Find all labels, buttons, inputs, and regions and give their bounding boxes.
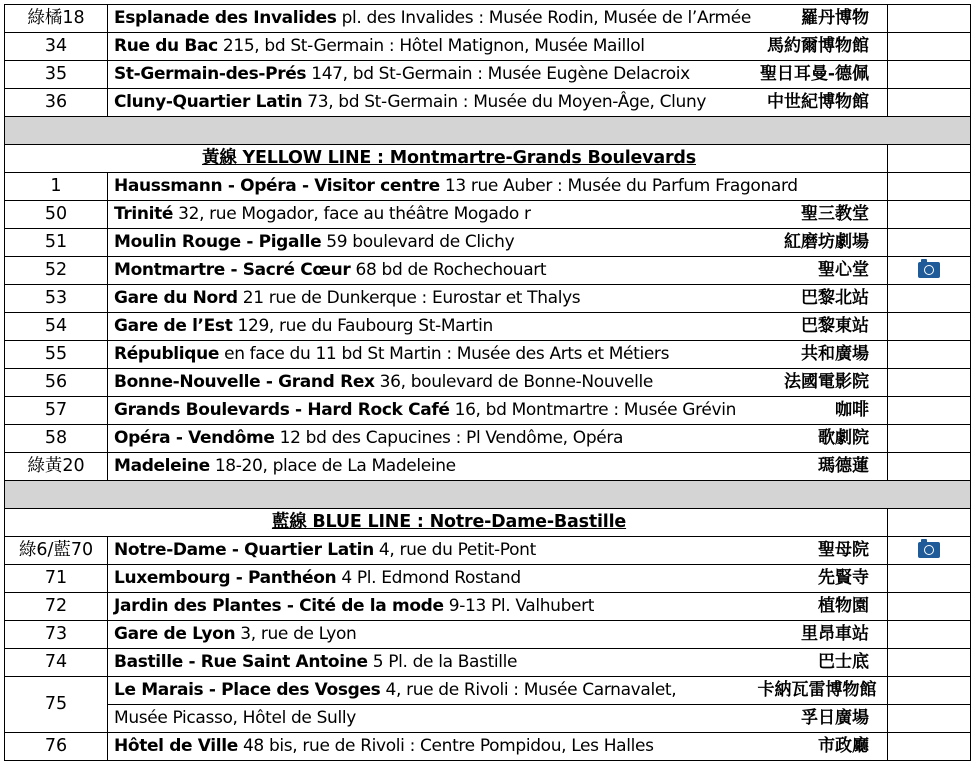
- stop-number: 51: [5, 229, 108, 257]
- stop-chinese-name: 羅丹博物: [758, 5, 888, 33]
- table-row: [5, 229, 971, 257]
- stop-description: [108, 733, 758, 761]
- table-row: [5, 257, 971, 285]
- table-row: [5, 593, 971, 621]
- stop-chinese-name: 巴士底: [758, 649, 888, 677]
- photo-cell: [888, 733, 971, 761]
- stop-description: [108, 341, 758, 369]
- stop-address: 12 bd des Capucines : Pl Vendôme, Opéra: [274, 428, 624, 448]
- stop-number: 56: [5, 369, 108, 397]
- stop-number: 57: [5, 397, 108, 425]
- table-row: [5, 89, 971, 117]
- stop-address: 73, bd St-Germain : Musée du Moyen-Âge, Cluny: [302, 92, 707, 112]
- stop-chinese-name: 紅磨坊劇場: [758, 229, 888, 257]
- photo-cell: [888, 621, 971, 649]
- stop-number: 50: [5, 201, 108, 229]
- table-row: [5, 537, 971, 565]
- photo-cell: [888, 453, 971, 481]
- stop-number: 75: [5, 677, 108, 733]
- stop-name: Haussmann - Opéra - Visitor centre: [114, 176, 440, 196]
- stop-description: [108, 285, 758, 313]
- header-empty-cell: [888, 145, 971, 173]
- stop-description: [108, 425, 758, 453]
- yellow-line-header-row: [5, 145, 971, 173]
- blue-line-header-row: [5, 509, 971, 537]
- yellow-line-header: 黃線 YELLOW LINE : Montmartre-Grands Boulevards: [5, 145, 888, 173]
- stop-name: Trinité: [114, 204, 174, 224]
- stop-name: Opéra - Vendôme: [114, 428, 275, 448]
- section-separator: [5, 481, 971, 509]
- stop-description: [108, 453, 758, 481]
- photo-cell: [888, 369, 971, 397]
- stop-number: 綠6/藍70: [5, 537, 108, 565]
- stop-address: 59 boulevard de Clichy: [321, 232, 515, 252]
- stop-number: 綠橘18: [5, 5, 108, 33]
- stop-address: 4, rue de Rivoli : Musée Carnavalet,: [380, 680, 677, 700]
- blue-line-header: 藍線 BLUE LINE : Notre-Dame-Bastille: [5, 509, 888, 537]
- stop-chinese-name: 中世紀博物館: [758, 89, 888, 117]
- stop-address: 68 bd de Rochechouart: [350, 260, 547, 280]
- table-row: [5, 397, 971, 425]
- stop-chinese-name: 馬約爾博物館: [758, 33, 888, 61]
- bus-stops-table: [4, 4, 971, 761]
- camera-icon[interactable]: [918, 542, 940, 558]
- stop-address: 16, bd Montmartre : Musée Grévin: [449, 400, 737, 420]
- stop-chinese-name: 聖母院: [758, 537, 888, 565]
- photo-cell: [888, 313, 971, 341]
- stop-chinese-name: 巴黎東站: [758, 313, 888, 341]
- stop-name: Cluny-Quartier Latin: [114, 92, 303, 112]
- stop-description: [108, 621, 758, 649]
- photo-cell: [888, 341, 971, 369]
- table-row: [5, 33, 971, 61]
- stop-description: [108, 313, 758, 341]
- table-row: [5, 677, 971, 705]
- stop-name: Notre-Dame - Quartier Latin: [114, 540, 374, 560]
- stop-description-continued: Musée Picasso, Hôtel de Sully: [108, 705, 758, 733]
- stop-chinese-name: 瑪德蓮: [758, 453, 888, 481]
- stop-address: en face du 11 bd St Martin : Musée des Arts et Métiers: [219, 344, 670, 364]
- stop-chinese-name: 咖啡: [758, 397, 888, 425]
- stop-chinese-name: 聖心堂: [758, 257, 888, 285]
- stop-description: [108, 89, 758, 117]
- stop-address: 21 rue de Dunkerque : Eurostar et Thalys: [237, 288, 581, 308]
- stop-name: Gare de l’Est: [114, 316, 233, 336]
- photo-cell: [888, 705, 971, 733]
- stop-address: 147, bd St-Germain : Musée Eugène Delacroix: [306, 64, 690, 84]
- photo-cell: [888, 677, 971, 705]
- stop-address: pl. des Invalides : Musée Rodin, Musée de l’Armée: [336, 8, 751, 28]
- table-row: [5, 649, 971, 677]
- table-row: [5, 425, 971, 453]
- stop-description: [108, 369, 758, 397]
- photo-cell: [888, 593, 971, 621]
- stop-address: 13 rue Auber : Musée du Parfum Fragonard: [439, 176, 798, 196]
- stop-name: République: [114, 344, 220, 364]
- stop-name: Grands Boulevards - Hard Rock Café: [114, 400, 450, 420]
- stop-chinese-name: 里昂車站: [758, 621, 888, 649]
- stop-address: 5 Pl. de la Bastille: [367, 652, 518, 672]
- stop-address: 48 bis, rue de Rivoli : Centre Pompidou, Les Halles: [237, 736, 654, 756]
- stop-name: Jardin des Plantes - Cité de la mode: [114, 596, 444, 616]
- stop-description: [108, 229, 758, 257]
- stop-description: [108, 33, 758, 61]
- stop-chinese-name: 卡納瓦雷博物館: [758, 677, 888, 705]
- stop-chinese-name: 聖日耳曼-德佩: [758, 61, 888, 89]
- photo-cell: [888, 89, 971, 117]
- photo-cell: [888, 649, 971, 677]
- table-row: [5, 341, 971, 369]
- stop-name: Bonne-Nouvelle - Grand Rex: [114, 372, 375, 392]
- stop-address: 9-13 Pl. Valhubert: [443, 596, 595, 616]
- table-row: [5, 313, 971, 341]
- stop-number: 34: [5, 33, 108, 61]
- photo-cell: [888, 285, 971, 313]
- stop-name: Hôtel de Ville: [114, 736, 238, 756]
- stop-description: [108, 61, 758, 89]
- stop-number: 74: [5, 649, 108, 677]
- stop-description: [108, 173, 798, 201]
- stop-description: [108, 565, 758, 593]
- photo-cell: [888, 397, 971, 425]
- photo-cell: [888, 61, 971, 89]
- stop-name: Gare du Nord: [114, 288, 238, 308]
- stop-address: 215, bd St-Germain : Hôtel Matignon, Musée Maillol: [217, 36, 645, 56]
- stop-chinese-name: 法國電影院: [758, 369, 888, 397]
- stop-number: 1: [5, 173, 108, 201]
- stop-address: 18-20, place de La Madeleine: [209, 456, 456, 476]
- stop-number: 76: [5, 733, 108, 761]
- stop-chinese-name: 孚日廣場: [758, 705, 888, 733]
- stop-name: Madeleine: [114, 456, 210, 476]
- stop-description: [108, 593, 758, 621]
- table-row: [5, 173, 971, 201]
- header-empty-cell: [888, 509, 971, 537]
- camera-icon[interactable]: [918, 262, 940, 278]
- table-row: [5, 5, 971, 33]
- table-row: [5, 201, 971, 229]
- stop-address: 129, rue du Faubourg St-Martin: [232, 316, 493, 336]
- yellow-line-stops: [5, 173, 971, 481]
- photo-cell: [888, 201, 971, 229]
- stop-number: 54: [5, 313, 108, 341]
- stop-number: 58: [5, 425, 108, 453]
- photo-cell: [888, 33, 971, 61]
- stop-description: [108, 397, 758, 425]
- stop-name: Luxembourg - Panthéon: [114, 568, 337, 588]
- stop-number: 72: [5, 593, 108, 621]
- stop-address: 36, boulevard de Bonne-Nouvelle: [374, 372, 653, 392]
- table-row: [5, 61, 971, 89]
- photo-cell: [888, 229, 971, 257]
- stop-chinese-name: 歌劇院: [758, 425, 888, 453]
- stop-name: Montmartre - Sacré Cœur: [114, 260, 351, 280]
- stop-chinese-name: 植物園: [758, 593, 888, 621]
- stop-description: [108, 649, 758, 677]
- table-row: [5, 369, 971, 397]
- blue-line-stops: [5, 537, 971, 677]
- stop-name: Le Marais - Place des Vosges: [114, 680, 381, 700]
- stop-address: 32, rue Mogador, face au théâtre Mogado r: [173, 204, 531, 224]
- stop-chinese-name: 共和廣場: [758, 341, 888, 369]
- stop-chinese-name: 市政廳: [758, 733, 888, 761]
- stop-description: [108, 5, 758, 33]
- stop-name: St-Germain-des-Prés: [114, 64, 307, 84]
- stop-number: 73: [5, 621, 108, 649]
- stop-number: 36: [5, 89, 108, 117]
- stop-description: [108, 201, 758, 229]
- stop-number: 綠黃20: [5, 453, 108, 481]
- photo-cell: [888, 425, 971, 453]
- stop-address: 4, rue du Petit-Pont: [373, 540, 536, 560]
- stop-number: 35: [5, 61, 108, 89]
- stop-name: Rue du Bac: [114, 36, 218, 56]
- stop-number: 71: [5, 565, 108, 593]
- photo-cell: [888, 5, 971, 33]
- stop-name: Gare de Lyon: [114, 624, 236, 644]
- table-row-continuation: [5, 705, 971, 733]
- photo-cell: [888, 257, 971, 285]
- stop-name: Esplanade des Invalides: [114, 8, 337, 28]
- photo-cell: [888, 565, 971, 593]
- stop-name: Moulin Rouge - Pigalle: [114, 232, 322, 252]
- table-row: [5, 285, 971, 313]
- table-row: [5, 453, 971, 481]
- stop-chinese-name: 巴黎北站: [758, 285, 888, 313]
- table-row: [5, 621, 971, 649]
- stop-description: [108, 677, 758, 705]
- stop-number: 55: [5, 341, 108, 369]
- stop-description: [108, 537, 758, 565]
- stop-number: 53: [5, 285, 108, 313]
- stop-name: Bastille - Rue Saint Antoine: [114, 652, 368, 672]
- stop-address: 3, rue de Lyon: [235, 624, 357, 644]
- photo-cell: [888, 537, 971, 565]
- section-separator: [5, 117, 971, 145]
- stop-description: [108, 257, 758, 285]
- stop-number: 52: [5, 257, 108, 285]
- stop-chinese-name: 聖三教堂: [758, 201, 888, 229]
- table-row: [5, 565, 971, 593]
- photo-cell: [888, 173, 971, 201]
- stop-chinese-name: 先賢寺: [758, 565, 888, 593]
- stop-address: 4 Pl. Edmond Rostand: [336, 568, 521, 588]
- table-row: [5, 733, 971, 761]
